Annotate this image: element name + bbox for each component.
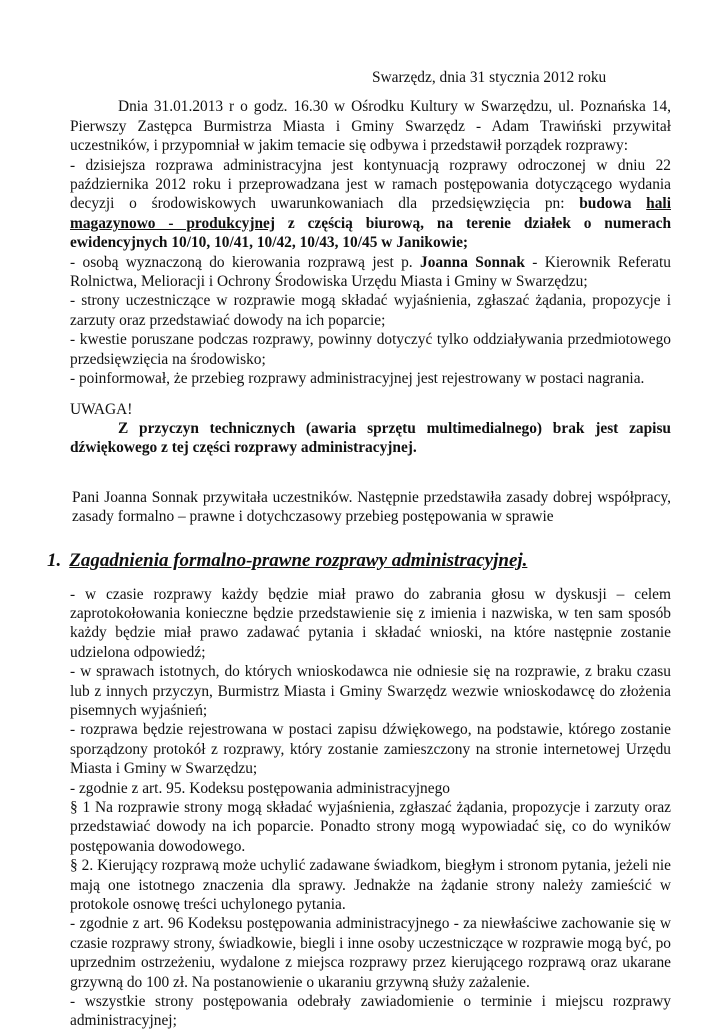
bold-text: budowa <box>579 195 647 213</box>
list-item: - w czasie rozprawy każdy będzie miał prawo do zabrania głosu w dyskusji – celem zaprotokołowania konieczne będzie przedstawienie się z imienia i nazwiska, w ten sam sposób każdy będzie miał prawo zadawać pytania i składać wnioski, na które następnie zostanie udzielona odpowiedź; <box>70 585 671 661</box>
list-item: § 1 Na rozprawie strony mogą składać wyjaśnienia, zgłaszać żądania, propozycje i zarzuty oraz przedstawiać dowody na ich poparcie. Ponadto strony mogą wypowiadać się, co do wyników postępowania dowodowego. <box>70 799 671 855</box>
list-item: - poinformował, że przebieg rozprawy administracyjnej jest rejestrowany w postaci nagrania. <box>70 370 645 388</box>
section-items <box>70 585 671 1031</box>
bold-text: z częścią biurową, na terenie działek o numerach ewidencyjnych 10/10, 10/41, 10/42, 10/43, 10/45 w Janikowie; <box>70 214 671 252</box>
bold-underlined-text: hali magazynowo - produkcyjnej <box>70 195 671 232</box>
section-number: 1. <box>47 549 62 571</box>
list-item: - kwestie poruszane podczas rozprawy, powinny dotyczyć tylko oddziaływania przedmiotowego przedsięwzięcia na środowisko; <box>70 331 671 368</box>
section-title: Zagadnienia formalno-prawne rozprawy administracyjnej. <box>69 549 528 571</box>
notice-label: UWAGA! <box>70 400 133 418</box>
text: - osobą wyznaczoną do kierowania rozprawą jest p. <box>70 253 421 271</box>
welcome-paragraph <box>72 488 671 527</box>
notice-text: Z przyczyn technicznych (awaria sprzętu multimedialnego) brak jest zapisu dźwiękowego z tej części rozprawy administracyjnej. <box>70 419 671 457</box>
text: - dzisiejsza rozprawa administracyjna jest kontynuacją rozprawy odroczonej w dniu 22 października 2012 roku i przeprowadzana jest w ramach postępowania dotyczącego wydania decyzji o środowiskowych uwarunkowaniach dla przedsięwzięcia pn: <box>70 156 671 213</box>
list-item: § 2. Kierujący rozprawą może uchylić zadawane świadkom, biegłym i stronom pytania, jeżeli nie mają one istotnego znaczenia dla sprawy. Jednakże na żądanie strony należy zamieścić w protokole osnowę treści uchylonego pytania. <box>70 857 671 914</box>
notice-section <box>70 400 671 458</box>
list-item: - w sprawach istotnych, do których wnioskodawca nie odniesie się na rozprawie, z braku czasu lub z innych przyczyn, Burmistrz Miasta i Gminy Swarzędz wezwie wnioskodawcę do złożenia pisemnych wyjaśnień; <box>70 663 671 719</box>
intro-section <box>70 97 671 388</box>
date-line: Swarzędz, dnia 31 stycznia 2012 roku <box>372 69 607 86</box>
intro-paragraph: Dnia 31.01.2013 r o godz. 16.30 w Ośrodku Kultury w Swarzędzu, ul. Poznańska 14, Pierwszy Zastępca Burmistrza Miasta i Gminy Swarzędz - Adam Trawiński przywitał uczestników, i przypomniał w jakim temacie się odbywa i przedstawił porządek rozprawy: <box>70 98 671 155</box>
welcome-text: Pani Joanna Sonnak przywitała uczestników. Następnie przedstawiła zasady dobrej współpracy, zasady formalno – prawne i dotychczasowy przebieg postępowania w sprawie <box>72 488 671 526</box>
list-item: - zgodnie z art. 96 Kodeksu postępowania administracyjnego - za niewłaściwe zachowanie się w czasie rozprawy strony, świadkowie, biegli i inne osoby uczestniczące w rozprawie mogą być, po uprzednim ostrzeżeniu, wydalone z miejsca rozprawy przez kierującego rozprawą oraz ukarane grzywną do 100 zł. Na postanowienie o ukaraniu grzywną służy zażalenie. <box>70 915 671 991</box>
list-item: - zgodnie z art. 95. Kodeksu postępowania administracyjnego <box>70 779 450 797</box>
text: - Kierownik Referatu Rolnictwa, Melioracji i Ochrony Środowiska Urzędu Miasta i Gminy w Swarzędzu; <box>70 253 671 291</box>
list-item: - strony uczestniczące w rozprawie mogą składać wyjaśnienia, zgłaszać żądania, propozycje i zarzuty oraz przedstawiać dowody na ich poparcie; <box>70 292 671 329</box>
person-name: Joanna Sonnak <box>420 253 525 271</box>
list-item <box>70 156 671 253</box>
list-item: - rozprawa będzie rejestrowana w postaci zapisu dźwiękowego, na podstawie, którego zostanie sporządzony protokół z rozprawy, który zostanie zamieszczony na stronie internetowej Urzędu Miasta i Gminy w Swarzędzu; <box>70 721 671 778</box>
section-heading <box>47 549 671 573</box>
list-item <box>70 253 671 292</box>
list-item: - wszystkie strony postępowania odebrały zawiadomienie o terminie i miejscu rozprawy administracyjnej; <box>70 993 671 1030</box>
document-page <box>47 0 671 1031</box>
